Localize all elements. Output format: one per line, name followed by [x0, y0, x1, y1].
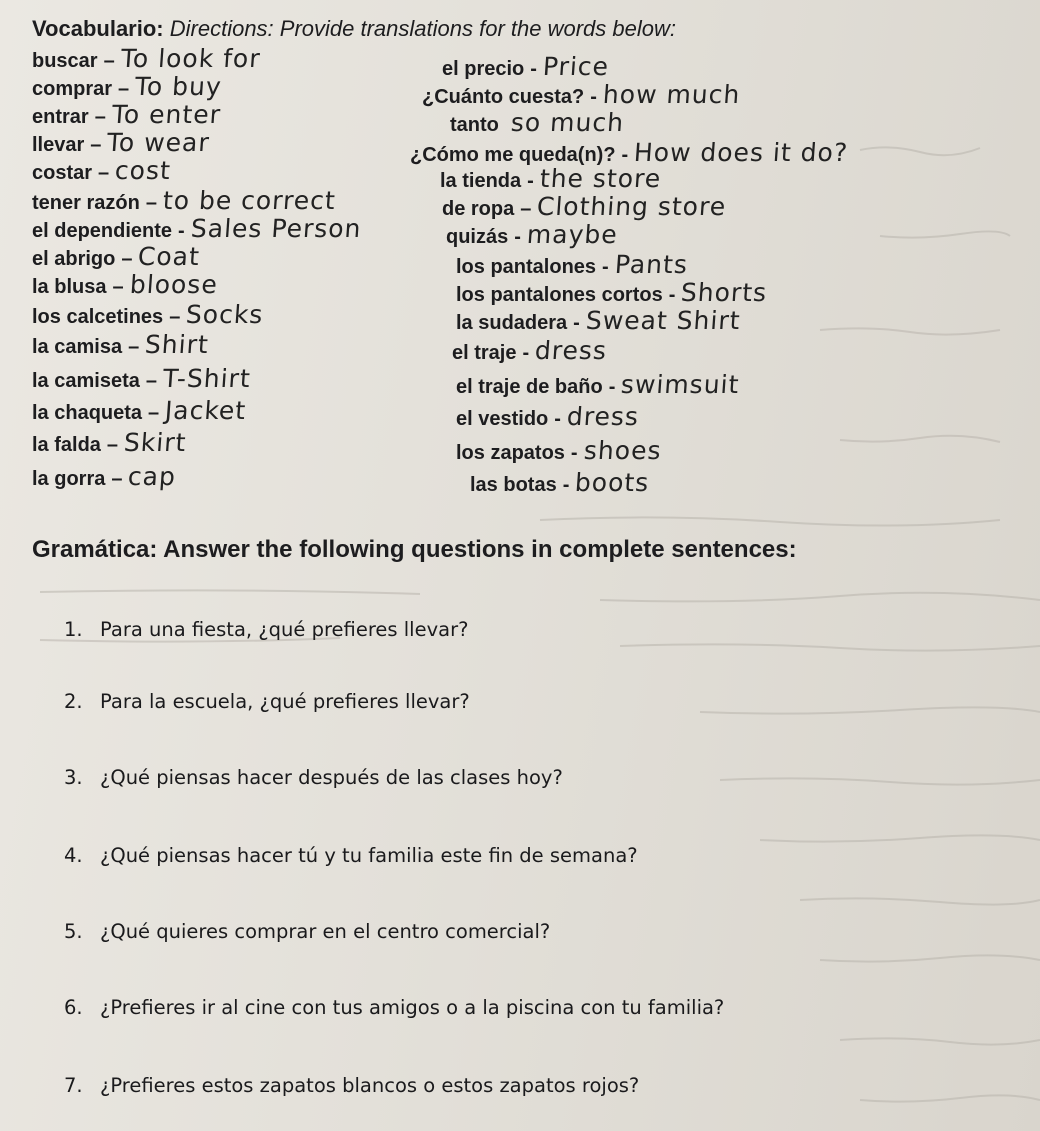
handwritten-answer: maybe: [525, 220, 619, 249]
vocab-term: el traje de baño: [456, 376, 603, 398]
grammar-question-2: [64, 690, 470, 713]
handwritten-answer: How does it do?: [633, 138, 850, 167]
vocab-item-los-calcetines: [32, 300, 264, 329]
vocab-separator: -: [621, 144, 629, 166]
vocab-item-el-vestido: [456, 402, 639, 431]
vocab-separator: -: [527, 170, 534, 192]
handwritten-answer: the store: [538, 164, 663, 193]
handwritten-answer: Skirt: [123, 428, 188, 457]
question-number: 5.: [64, 920, 83, 943]
vocab-item-quizas: [446, 220, 618, 249]
question-text: Para la escuela, ¿qué prefieres llevar?: [100, 690, 470, 713]
vocab-item-de-ropa: [442, 192, 727, 221]
vocab-term: el dependiente: [32, 220, 173, 242]
handwritten-answer: cost: [114, 156, 173, 185]
question-number: 2.: [64, 690, 83, 713]
vocab-term: el traje: [452, 342, 517, 364]
question-text: ¿Prefieres estos zapatos blancos o estos zapatos rojos?: [100, 1074, 640, 1097]
vocab-term: el vestido: [456, 408, 549, 430]
handwritten-answer: cap: [127, 462, 178, 491]
vocab-item-tanto: [450, 108, 624, 137]
handwritten-answer: to be correct: [161, 186, 337, 215]
vocab-term: ¿Cuánto cuesta?: [422, 86, 585, 108]
vocab-item-la-tienda: [440, 164, 661, 193]
vocab-term: tener razón: [32, 192, 140, 214]
handwritten-answer: dress: [534, 336, 609, 365]
vocab-term: los pantalones: [456, 256, 597, 278]
handwritten-answer: To buy: [134, 72, 223, 101]
vocab-item-el-precio: [442, 52, 609, 81]
vocab-term: ¿Cómo me queda(n)?: [410, 144, 616, 166]
question-text: ¿Qué piensas hacer tú y tu familia este fin de semana?: [100, 844, 638, 867]
vocab-separator: -: [668, 284, 676, 306]
grammar-question-1: [64, 618, 468, 641]
vocab-separator: –: [121, 248, 133, 270]
vocab-item-el-traje: [452, 336, 607, 365]
vocab-term: las botas: [470, 474, 557, 496]
vocab-item-las-botas: [470, 468, 650, 497]
vocab-separator: -: [522, 342, 530, 364]
vocab-term: los calcetines: [32, 306, 164, 328]
handwritten-answer: Coat: [137, 242, 202, 271]
vocab-item-el-dependiente: [32, 214, 361, 243]
vocab-separator: -: [554, 408, 561, 430]
question-number: 3.: [64, 766, 83, 789]
vocab-item-el-abrigo: [32, 242, 200, 271]
vocab-separator: -: [530, 58, 537, 80]
handwritten-answer: To enter: [110, 100, 222, 129]
vocab-separator: –: [145, 192, 157, 214]
handwritten-answer: Shorts: [680, 278, 769, 307]
vocab-separator: -: [178, 220, 185, 242]
vocab-item-la-sudadera: [456, 306, 740, 335]
vocab-title: Vocabulario:: [32, 16, 164, 41]
vocab-separator: -: [514, 226, 521, 248]
vocab-separator: –: [103, 50, 115, 72]
handwritten-answer: Price: [541, 52, 610, 81]
vocab-term: la chaqueta: [32, 402, 143, 424]
vocab-directions: Directions: Provide translations for the words below:: [169, 16, 676, 41]
question-text: Para una fiesta, ¿qué prefieres llevar?: [100, 618, 469, 641]
vocab-separator: –: [90, 134, 102, 156]
vocab-term: el precio: [442, 58, 525, 80]
vocab-term: la falda: [32, 434, 101, 456]
grammar-question-4: [64, 844, 638, 867]
vocab-item-entrar: [32, 100, 221, 129]
vocab-item-tener-razon: [32, 186, 336, 215]
vocab-heading: [32, 16, 676, 42]
handwritten-answer: so much: [509, 108, 625, 137]
vocab-item-la-falda: [32, 428, 186, 457]
vocab-separator: –: [98, 162, 110, 184]
vocab-separator: -: [608, 376, 616, 398]
vocab-term: la camisa: [32, 336, 123, 358]
vocab-term: la gorra: [32, 468, 106, 490]
vocab-item-llevar: [32, 128, 210, 157]
question-number: 6.: [64, 996, 83, 1019]
vocab-term: buscar: [32, 50, 98, 72]
handwritten-answer: Clothing store: [536, 192, 728, 221]
question-number: 1.: [64, 618, 83, 641]
vocab-item-la-blusa: [32, 270, 217, 299]
vocab-item-la-chaqueta: [32, 396, 246, 425]
vocab-item-los-pantalones: [456, 250, 688, 279]
handwritten-answer: Jacket: [164, 396, 248, 425]
vocab-item-la-camiseta: [32, 364, 251, 393]
handwritten-answer: Sales Person: [189, 214, 363, 243]
handwritten-answer: Sweat Shirt: [584, 306, 742, 335]
vocab-separator: -: [562, 474, 570, 496]
vocab-term: los zapatos: [456, 442, 565, 464]
handwritten-answer: swimsuit: [620, 370, 741, 399]
vocab-item-como-me-queda: [410, 138, 848, 167]
vocab-separator: -: [602, 256, 609, 278]
vocab-term: costar: [32, 162, 93, 184]
handwritten-answer: To wear: [106, 128, 212, 157]
vocab-item-buscar: [32, 44, 260, 73]
vocab-term: el abrigo: [32, 248, 116, 270]
vocab-term: comprar: [32, 78, 113, 100]
vocab-term: llevar: [32, 134, 85, 156]
vocab-separator: -: [573, 312, 580, 334]
grammar-question-5: [64, 920, 550, 943]
grammar-question-6: [64, 996, 724, 1019]
handwritten-answer: boots: [574, 468, 651, 497]
handwritten-answer: To look for: [119, 44, 262, 73]
vocab-separator: –: [106, 434, 119, 456]
vocab-item-costar: [32, 156, 171, 185]
grammar-heading: Gramática: Answer the following questions in complete sentences:: [32, 536, 797, 563]
handwritten-answer: Shirt: [144, 330, 210, 359]
vocab-separator: –: [145, 370, 157, 392]
vocab-term: quizás: [446, 226, 509, 248]
vocab-separator: –: [118, 78, 130, 100]
vocab-term: tanto: [450, 114, 499, 136]
vocab-item-los-zapatos: [456, 436, 661, 465]
vocab-separator: –: [128, 336, 140, 358]
handwritten-answer: how much: [601, 80, 742, 109]
vocab-item-cuanto-cuesta: [422, 80, 740, 109]
vocab-item-los-pantalones-cortos: [456, 278, 768, 307]
vocab-term: de ropa: [442, 198, 515, 220]
vocab-separator: –: [148, 402, 160, 424]
vocab-term: la tienda: [440, 170, 522, 192]
vocab-separator: –: [112, 276, 124, 298]
vocab-term: la blusa: [32, 276, 107, 298]
vocab-term: entrar: [32, 106, 89, 128]
handwritten-answer: T-Shirt: [161, 364, 252, 393]
question-text: ¿Qué piensas hacer después de las clases hoy?: [100, 766, 563, 789]
vocab-item-el-traje-de-bano: [456, 370, 740, 399]
question-number: 7.: [64, 1074, 83, 1097]
vocab-separator: –: [169, 306, 181, 328]
vocab-term: la sudadera: [456, 312, 568, 334]
handwritten-answer: shoes: [582, 436, 663, 465]
vocab-separator: –: [94, 106, 106, 128]
vocab-item-la-camisa: [32, 330, 209, 359]
vocab-item-la-gorra: [32, 462, 176, 491]
question-number: 4.: [64, 844, 83, 867]
handwritten-answer: Socks: [185, 300, 265, 329]
grammar-question-7: [64, 1074, 639, 1097]
vocab-separator: -: [590, 86, 597, 108]
vocab-separator: -: [570, 442, 578, 464]
handwritten-answer: bloose: [128, 270, 219, 299]
vocab-term: la camiseta: [32, 370, 140, 392]
question-text: ¿Prefieres ir al cine con tus amigos o a la piscina con tu familia?: [100, 996, 725, 1019]
vocab-separator: –: [111, 468, 123, 490]
vocab-item-comprar: [32, 72, 222, 101]
handwritten-answer: dress: [565, 402, 640, 431]
handwritten-answer: Pants: [613, 250, 689, 279]
vocab-term: los pantalones cortos: [456, 284, 663, 306]
grammar-question-3: [64, 766, 563, 789]
vocab-separator: –: [520, 198, 532, 220]
question-text: ¿Qué quieres comprar en el centro comercial?: [100, 920, 551, 943]
